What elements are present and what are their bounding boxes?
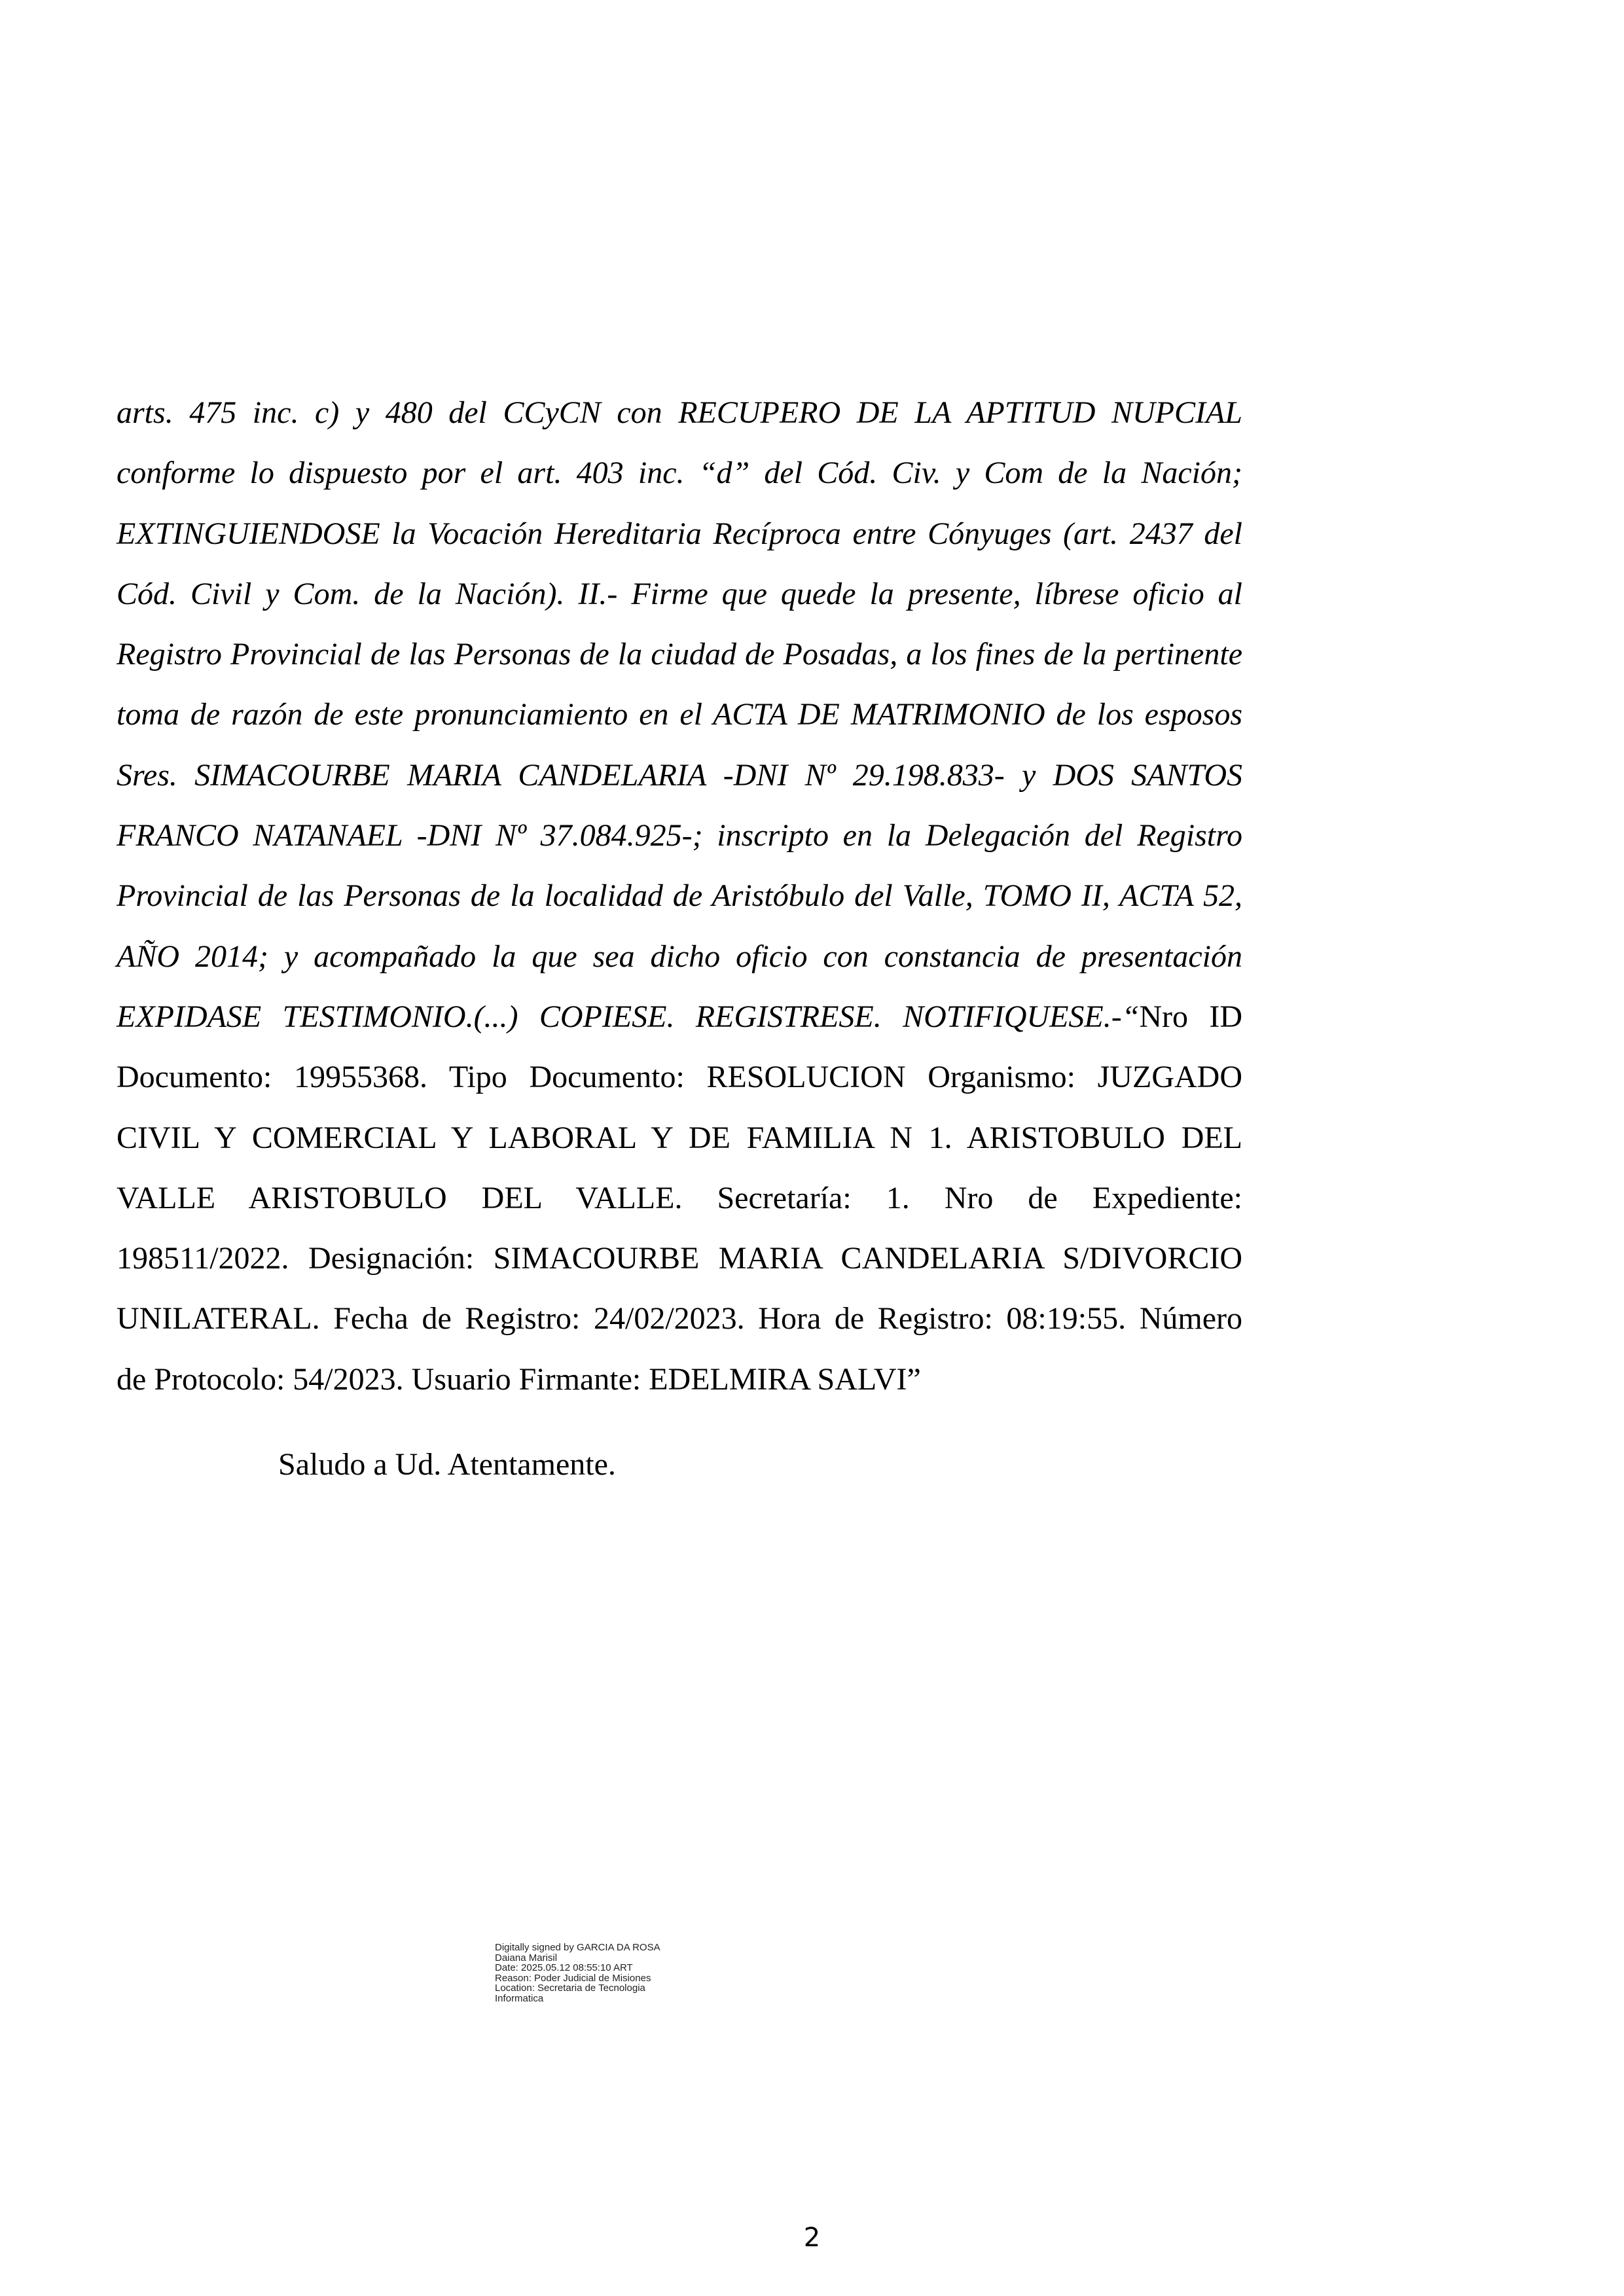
paragraph-line xyxy=(117,927,1242,987)
signature-line: Daiana Marisil xyxy=(495,1952,558,1964)
paragraph-line xyxy=(117,745,1242,806)
signature-line: Date: 2025.05.12 08:55:10 ART xyxy=(495,1962,633,1973)
paragraph-line xyxy=(117,1108,1242,1168)
italic-text: arts. 475 inc. c) y 480 del CCyCN con RECUPERO DE LA APTITUD NUPCIAL xyxy=(117,395,1242,430)
paragraph-line xyxy=(117,1229,1242,1289)
regular-text: VALLE ARISTOBULO DEL VALLE. Secretaría: 1. Nro de Expediente: xyxy=(117,1180,1242,1215)
paragraph-line xyxy=(117,624,1242,685)
italic-text: EXPIDASE TESTIMONIO.(...) COPIESE. REGISTRESE. NOTIFIQUESE.-“ xyxy=(117,999,1140,1034)
regular-text: Nro ID xyxy=(1139,999,1243,1034)
paragraph-line xyxy=(117,443,1242,503)
regular-text: CIVIL Y COMERCIAL Y LABORAL Y DE FAMILIA N 1. ARISTOBULO DEL xyxy=(117,1120,1242,1155)
paragraph-line xyxy=(117,1350,1242,1410)
regular-text: Documento: 19955368. Tipo Documento: RESOLUCION Organismo: JUZGADO xyxy=(117,1060,1242,1095)
paragraph-line xyxy=(117,1168,1242,1229)
paragraph-line xyxy=(117,564,1242,624)
paragraph-line xyxy=(117,866,1242,926)
regular-text: de Protocolo: 54/2023. Usuario Firmante: EDELMIRA SALVI” xyxy=(117,1361,921,1397)
regular-text: 198511/2022. Designación: SIMACOURBE MARIA CANDELARIA S/DIVORCIO xyxy=(117,1241,1242,1276)
digital-signature-stamp xyxy=(495,1943,660,2003)
italic-text: Sres. SIMACOURBE MARIA CANDELARIA -DNI Nº 29.198.833- y DOS SANTOS xyxy=(117,757,1242,793)
signature-line: Informatica xyxy=(495,1992,544,2004)
closing-salutation: Saludo a Ud. Atentamente. xyxy=(278,1447,616,1482)
paragraph-line xyxy=(117,806,1242,866)
paragraph-line xyxy=(117,1289,1242,1349)
italic-text: Cód. Civil y Com. de la Nación). II.- Firme que quede la presente, líbrese oficio al xyxy=(117,576,1242,611)
body-paragraph xyxy=(117,383,1242,1410)
signature-line: Reason: Poder Judicial de Misiones xyxy=(495,1972,651,1984)
italic-text: FRANCO NATANAEL -DNI Nº 37.084.925-; inscripto en la Delegación del Registro xyxy=(117,818,1242,853)
italic-text: toma de razón de este pronunciamiento en el ACTA DE MATRIMONIO de los esposos xyxy=(117,697,1242,732)
italic-text: AÑO 2014; y acompañado la que sea dicho oficio con constancia de presentación xyxy=(117,939,1242,974)
paragraph-line xyxy=(117,987,1242,1047)
signature-line: Location: Secretaria de Tecnologia xyxy=(495,1982,645,1994)
page-number: 2 xyxy=(803,2223,821,2253)
paragraph-line xyxy=(117,383,1242,443)
regular-text: UNILATERAL. Fecha de Registro: 24/02/2023. Hora de Registro: 08:19:55. Número xyxy=(117,1301,1242,1336)
italic-text: EXTINGUIENDOSE la Vocación Hereditaria Recíproca entre Cónyuges (art. 2437 del xyxy=(117,516,1242,551)
paragraph-line xyxy=(117,504,1242,564)
paragraph-line xyxy=(117,1047,1242,1107)
italic-text: Registro Provincial de las Personas de la ciudad de Posadas, a los fines de la pertinente xyxy=(117,637,1242,672)
italic-text: Provincial de las Personas de la localidad de Aristóbulo del Valle, TOMO II, ACTA 52, xyxy=(117,878,1242,914)
paragraph-line xyxy=(117,685,1242,745)
signature-line: Digitally signed by GARCIA DA ROSA xyxy=(495,1942,660,1953)
italic-text: conforme lo dispuesto por el art. 403 inc. “d” del Cód. Civ. y Com de la Nación; xyxy=(117,456,1242,491)
